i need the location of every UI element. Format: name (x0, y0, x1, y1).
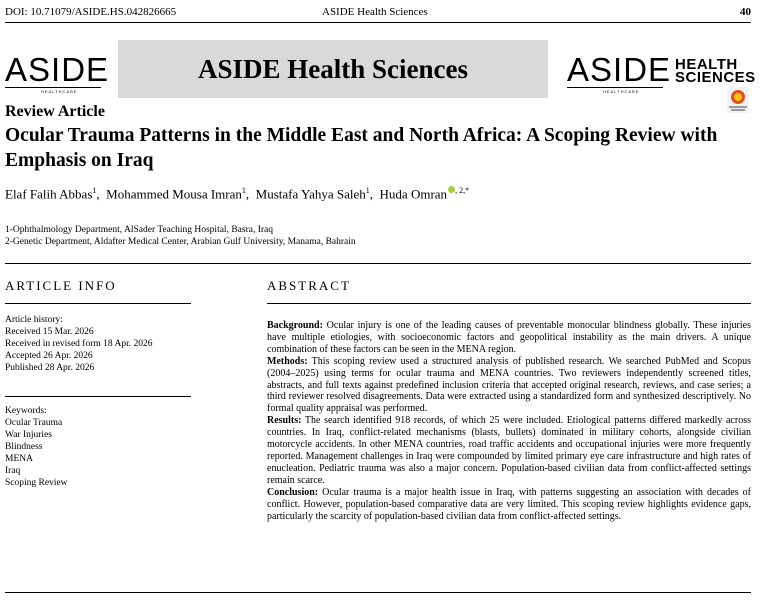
article-history (5, 314, 152, 374)
abstract-results (267, 415, 751, 486)
history-item: Received 15 Mar. 2026 (5, 327, 94, 337)
keyword: Blindness (5, 442, 43, 452)
history-label: Article history: (5, 315, 63, 325)
logo-word: ASIDE (567, 51, 672, 88)
logo-tagline: HEALTHCARE (603, 89, 640, 94)
author-affil-sup: 1 (365, 186, 370, 195)
history-item: Published 28 Apr. 2026 (5, 363, 95, 373)
abstract-label: Conclusion: (267, 486, 319, 498)
author-name[interactable]: Elaf Falih Abbas (5, 186, 93, 202)
banner-title: ASIDE Health Sciences (198, 54, 468, 84)
abstract-label: Results: (267, 415, 302, 427)
aside-logo-left (5, 51, 110, 95)
logo-underline (5, 87, 101, 88)
header-divider (5, 22, 751, 23)
logo-side-text (675, 58, 756, 84)
abstract-text: The search identified 918 records, of which 25 were included. Etiological patterns differed markedly across countries. In Iraq, conflict-related mechanisms (blasts, bullets) dominated in military cohorts, alongside civilian motorcycle accidents. In other MENA countries, road traffic accidents and occupational injuries were more frequently reported. Management challenges in Iraq were compounded by limited primary eye care infrastructure and high rates of enucleation. Pediatric trauma was also a major concern. Population-based civilian data from conflict-affected settings remain scarce. (267, 415, 751, 486)
keyword: Scoping Review (5, 478, 68, 488)
keywords-label: Keywords: (5, 406, 47, 416)
footer-divider (5, 592, 751, 593)
author-affil-sup: 1 (92, 186, 97, 195)
logo-underline (567, 87, 663, 88)
author-name[interactable]: Huda Omran (379, 186, 448, 202)
author-name[interactable]: Mohammed Mousa Imran (106, 186, 242, 202)
logo-side-line1: HEALTH (675, 56, 738, 73)
abstract-text: Ocular trauma is a major health issue in Iraq, with patterns suggesting an association with decades of conflict. However, population-based comparative data are very limited. This scoping review highlights evidence gaps, particularly the scarcity of population-based civilian data from conflict-affected settings. (267, 486, 751, 522)
author-affil-sup: 1 (241, 186, 246, 195)
check-for-updates-badge[interactable] (727, 87, 749, 113)
affiliations (5, 224, 356, 248)
abstract-text: This scoping review used a structured analysis of published research. We searched PubMed and Scopus (2004–2025) using terms for ocular trauma and MENA countries. Two reviewers independently screened titles, abstracts, and full texts against predefined inclusion criteria that accepted original research, reviews, and case series; a third reviewer resolved disagreements. Data were extracted using a standardized form and synthesized descriptively. No formal quality appraisal was performed. (267, 355, 751, 415)
affiliation-line: 1-Ophthalmology Department, AlSader Teaching Hospital, Basra, Iraq (5, 225, 273, 235)
keyword: War Injuries (5, 430, 52, 440)
orcid-icon[interactable] (448, 186, 455, 193)
article-type: Review Article (5, 103, 105, 120)
logo-word: ASIDE (5, 51, 110, 88)
abstract-methods (267, 356, 751, 416)
doi-header: DOI: 10.71079/ASIDE.HS.042826665 (5, 6, 177, 18)
logo-side-line2: SCIENCES (675, 69, 756, 86)
author-list: Elaf Falih Abbas$^1$, Mohammed Mousa Imran$^1$, Mustafa Yahya Saleh$^1$, Huda Omran $^{, 2,*}$ (5, 186, 470, 202)
affiliation-line: 2-Genetic Department, Aldafter Medical Center, Arabian Gulf University, Manama, Bahrain (5, 237, 356, 247)
article-title: Ocular Trauma Patterns in the Middle East and North Africa: A Scoping Review with Emphasis on Iraq (5, 125, 718, 171)
abstract-heading: ABSTRACT (267, 278, 351, 293)
abstract-divider (267, 303, 751, 304)
journal-header: ASIDE Health Sciences (322, 6, 428, 18)
check-updates-icon (727, 87, 749, 113)
abstract-conclusion (267, 487, 751, 523)
keyword: MENA (5, 454, 33, 464)
keyword: Iraq (5, 466, 21, 476)
author-name[interactable]: Mustafa Yahya Saleh (255, 186, 366, 202)
abstract-body (267, 320, 751, 522)
page-number: 40 (740, 6, 751, 18)
abstract-label: Background: (267, 320, 323, 331)
section-divider (5, 263, 751, 264)
abstract-label: Methods: (267, 355, 308, 367)
history-item: Received in revised form 18 Apr. 2026 (5, 339, 153, 349)
article-info-heading: ARTICLE INFO (5, 278, 117, 293)
article-info-divider (5, 303, 191, 304)
keywords-list (5, 405, 68, 489)
keyword: Ocular Trauma (5, 418, 63, 428)
abstract-background (267, 320, 751, 356)
author-affil-sup: , 2,* (455, 186, 470, 195)
logo-tagline: HEALTHCARE (41, 89, 78, 94)
abstract-text: Ocular injury is one of the leading causes of preventable monocular blindness globally. These injuries have multiple etiologies, with socioeconomic factors and geopolitical instability as the main drivers. A unique combination of these factors can be seen in the MENA region. (267, 320, 751, 355)
article-info-divider (5, 396, 191, 397)
history-item: Accepted 26 Apr. 2026 (5, 351, 93, 361)
